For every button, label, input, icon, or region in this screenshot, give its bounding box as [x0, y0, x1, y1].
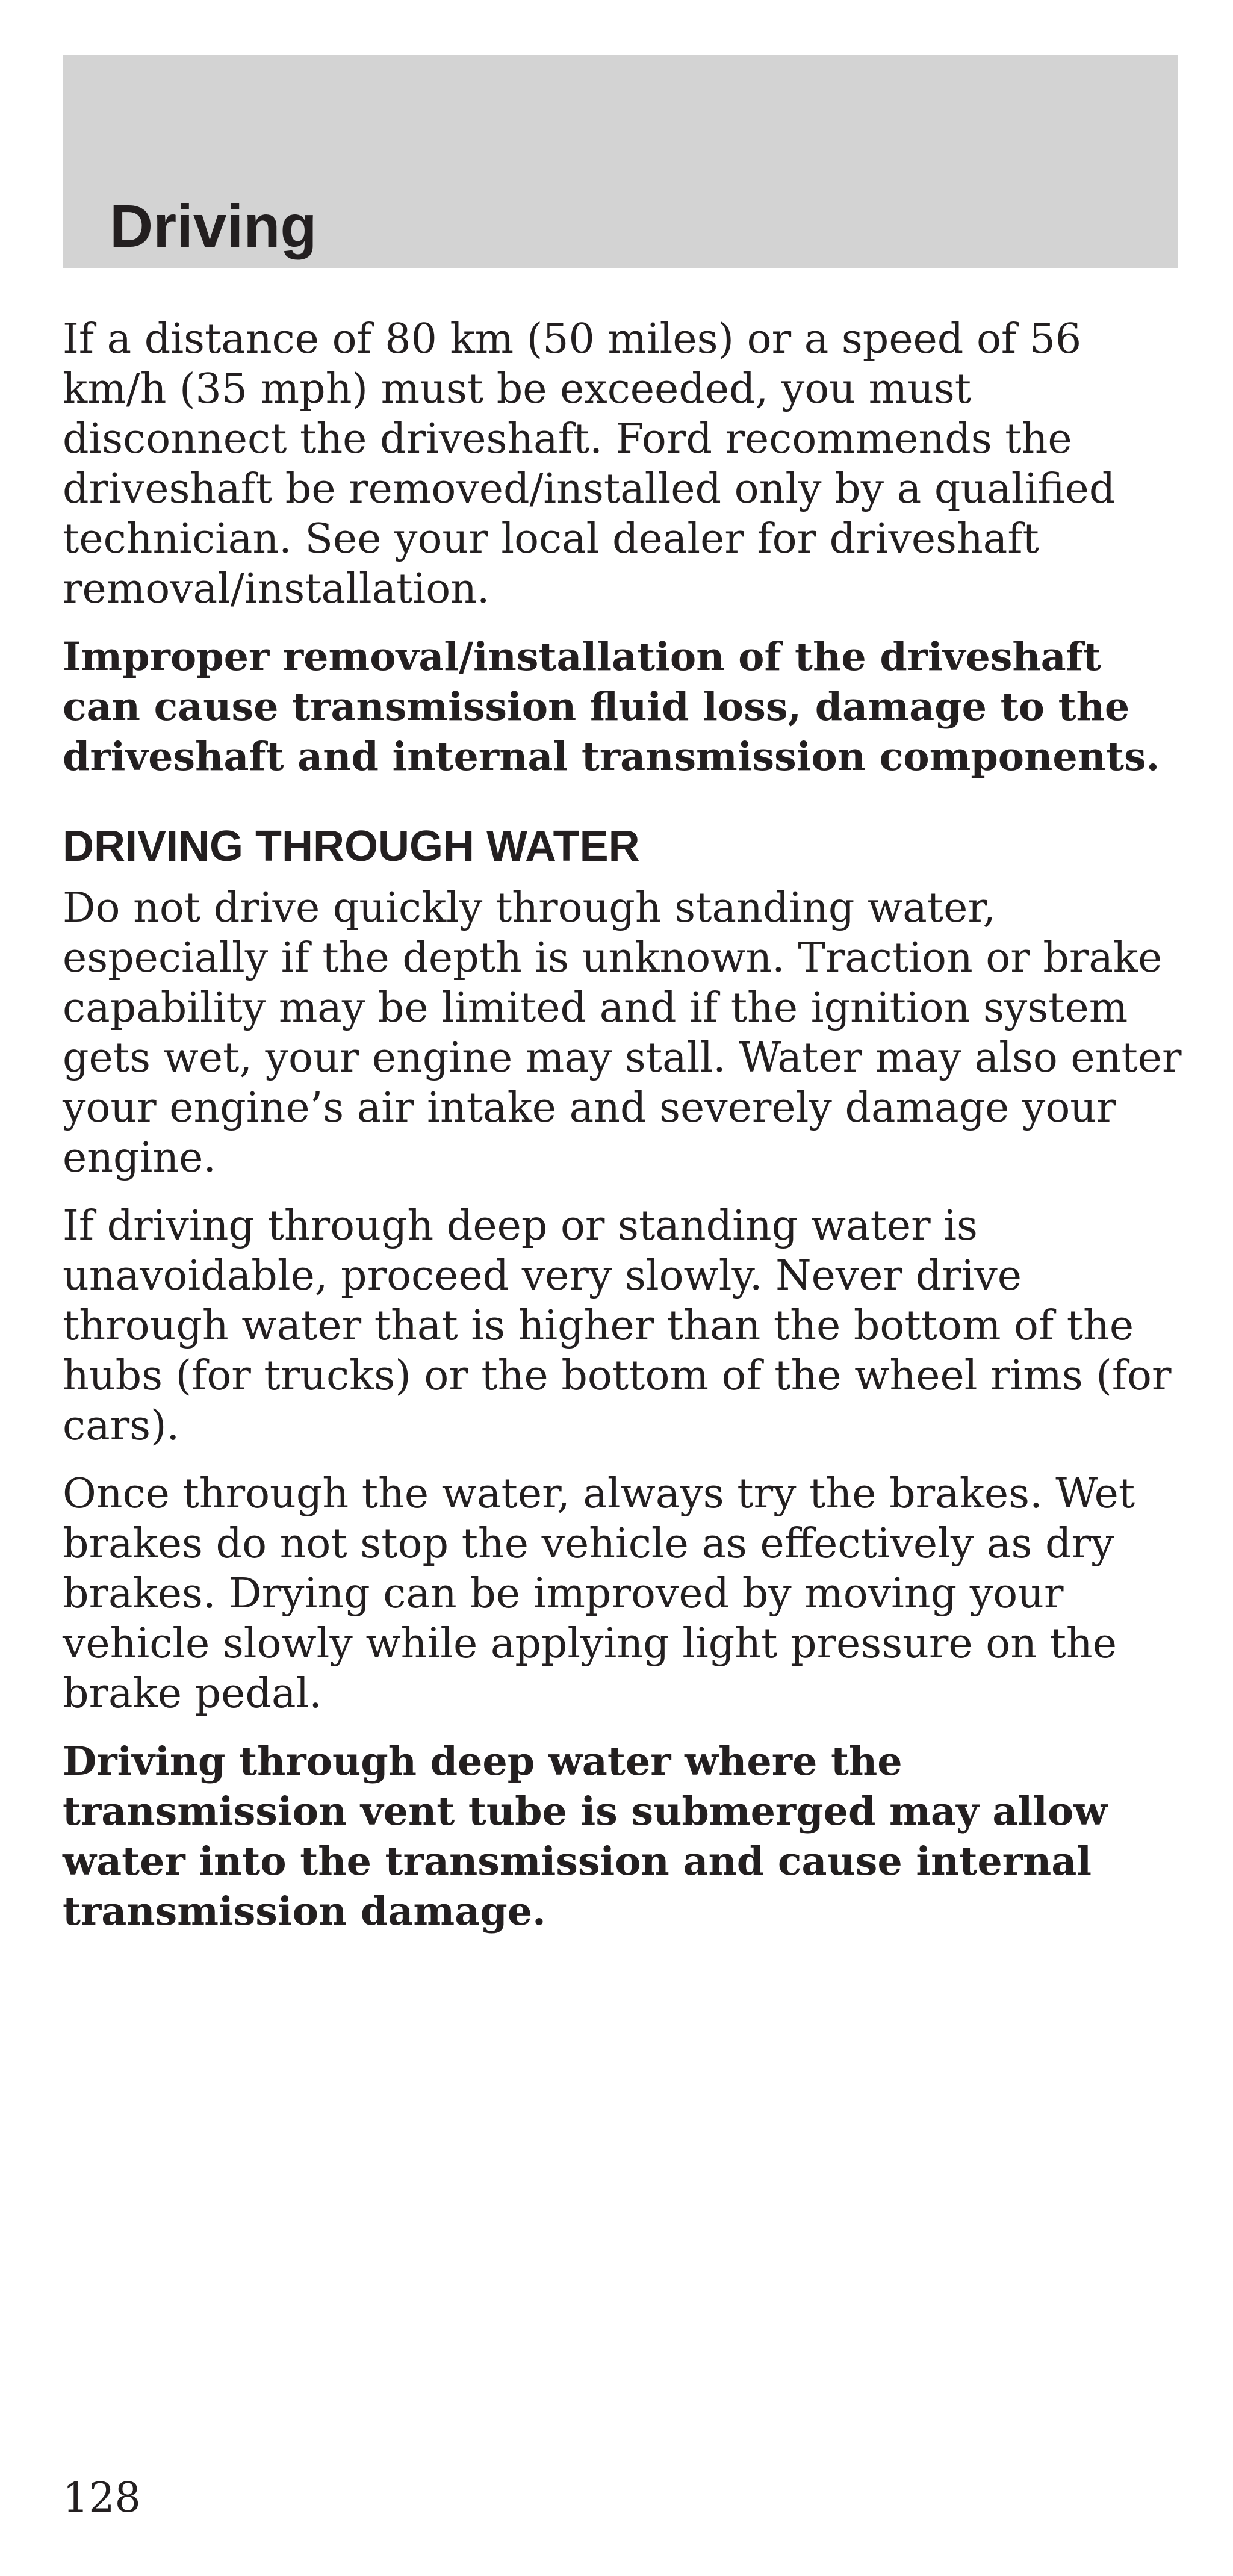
section-header — [63, 55, 1178, 268]
water-paragraph-2: If driving through deep or standing water is unavoidable, proceed very slowly. Never drive through water that is higher than the bottom of the hubs (for trucks) or the bottom of the wheel rims (for cars). — [63, 1202, 1172, 1450]
page-number: 128 — [63, 2474, 141, 2522]
water-paragraph-3: Once through the water, always try the brakes. Wet brakes do not stop the vehicle as effectively as dry brakes. Drying can be improved by moving your vehicle slowly while applying light pressure on the brake pedal. — [63, 1470, 1135, 1718]
section-title: Driving — [110, 193, 317, 260]
water-section-heading: DRIVING THROUGH WATER — [63, 822, 640, 871]
page-content — [63, 314, 1182, 1955]
water-warning: Driving through deep water where the transmission vent tube is submerged may allow water into the transmission and cause internal transmission damage. — [63, 1739, 1108, 1934]
water-paragraph-1: Do not drive quickly through standing water, especially if the depth is unknown. Traction or brake capability may be limited and if the ignition system gets wet, your engine may stall. Water may also enter your engine’s air intake and severely damage your engine. — [63, 884, 1182, 1182]
driveshaft-paragraph: If a distance of 80 km (50 miles) or a speed of 56 km/h (35 mph) must be exceeded, you must disconnect the driveshaft. Ford recommends the driveshaft be removed/installed only by a qualified technician. See your local dealer for driveshaft removal/installation. — [63, 315, 1116, 613]
driveshaft-warning: Improper removal/installation of the driveshaft can cause transmission fluid loss, damage to the driveshaft and internal transmission components. — [63, 634, 1160, 780]
